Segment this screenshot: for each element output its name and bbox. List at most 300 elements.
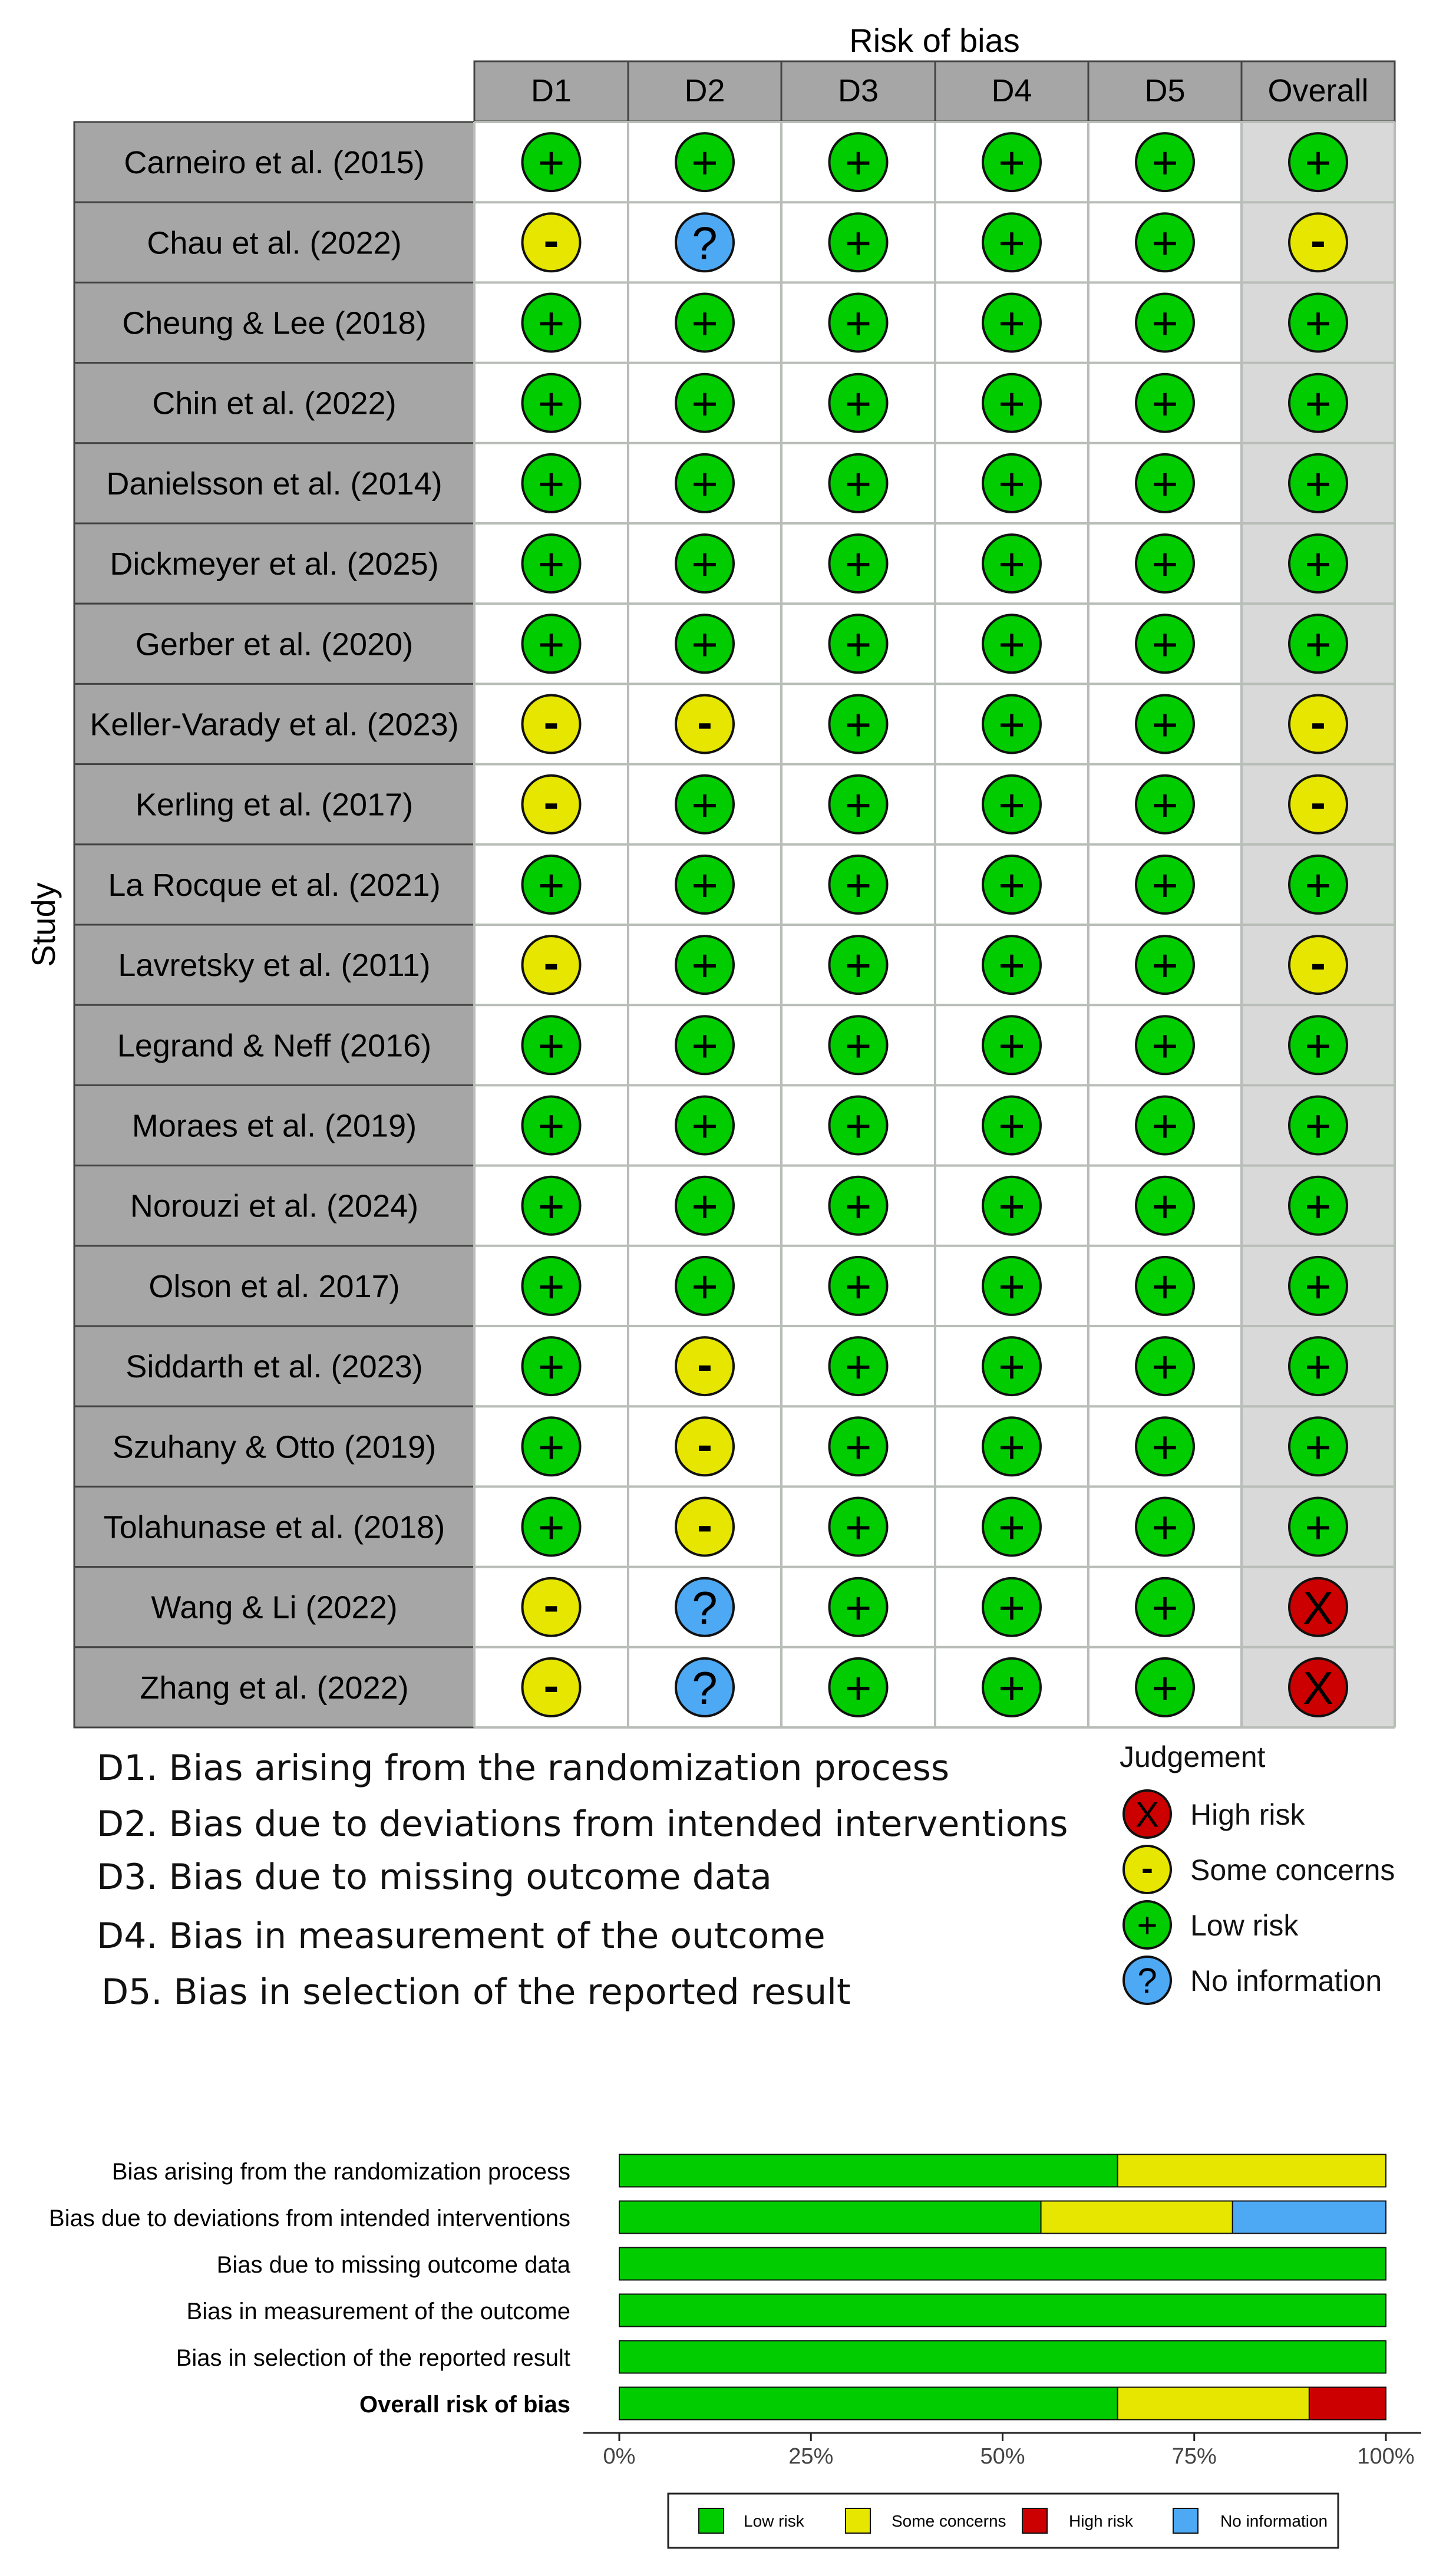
judgement-symbol: +	[1305, 297, 1332, 349]
judgement-mark-low	[1289, 454, 1347, 512]
study-name: Legrand & Neff (2016)	[117, 1028, 432, 1064]
judgement-mark-low	[1136, 936, 1194, 994]
judgement-symbol: -	[543, 695, 559, 748]
judgement-mark-low	[523, 1177, 580, 1235]
judgement-mark-low	[983, 1417, 1041, 1475]
judgement-mark-low	[830, 1016, 887, 1074]
judgement-mark-low	[830, 535, 887, 592]
judgement-mark-low	[676, 776, 734, 833]
judgement-mark-low	[523, 1097, 580, 1155]
judgement-symbol: +	[998, 779, 1025, 831]
judgement-symbol: +	[691, 297, 718, 349]
judgement-mark-some	[676, 1337, 734, 1395]
judgement-symbol: +	[844, 1341, 872, 1393]
judgement-symbol: +	[1305, 1260, 1332, 1313]
judgement-mark-low	[830, 213, 887, 271]
judgement-mark-low	[983, 1257, 1041, 1315]
judgement-symbol: +	[844, 1661, 872, 1714]
judgement-mark-low	[1136, 1016, 1194, 1074]
bar-category-label: Bias due to deviations from intended interventions	[49, 2205, 570, 2231]
judgement-symbol: +	[1151, 1100, 1178, 1152]
judgement-mark-low	[523, 535, 580, 592]
judgement-symbol: -	[543, 1659, 559, 1712]
bar-segment-low	[619, 2155, 1118, 2187]
judgement-mark-low	[523, 1417, 580, 1475]
judgement-symbol: +	[537, 1421, 565, 1473]
judgement-mark-low	[523, 856, 580, 914]
judgement-symbol: +	[998, 1501, 1025, 1554]
judgement-mark-low	[830, 1177, 887, 1235]
judgement-mark-noinfo	[676, 1658, 734, 1716]
judgement-symbol: -	[1310, 695, 1326, 748]
judgement-mark-low	[676, 535, 734, 592]
judgement-symbol: -	[543, 214, 559, 266]
judgement-mark-low	[830, 776, 887, 833]
legend-label: No information	[1190, 1964, 1382, 1997]
judgement-mark-low	[830, 856, 887, 914]
study-name: Szuhany & Otto (2019)	[112, 1429, 437, 1465]
judgement-symbol: +	[998, 1661, 1025, 1714]
bar-segment-low	[619, 2388, 1118, 2420]
judgement-symbol: +	[691, 1180, 718, 1232]
judgement-mark-low	[676, 294, 734, 352]
judgement-symbol: +	[844, 1581, 872, 1634]
judgement-symbol: +	[844, 779, 872, 831]
bar-segment-some	[1118, 2388, 1309, 2420]
judgement-symbol: +	[1151, 618, 1178, 671]
judgement-symbol: -	[697, 1498, 712, 1551]
judgement-symbol: +	[537, 538, 565, 591]
judgement-symbol: +	[998, 457, 1025, 510]
judgement-symbol: +	[1151, 1421, 1178, 1473]
judgement-symbol: +	[998, 217, 1025, 269]
traffic-light-plot	[25, 22, 1395, 1727]
summary-bar-chart	[49, 2155, 1421, 2548]
judgement-symbol: +	[1305, 1341, 1332, 1393]
judgement-symbol: +	[537, 1341, 565, 1393]
bar-legend-label: No information	[1220, 2512, 1328, 2530]
judgement-symbol: +	[691, 939, 718, 992]
judgement-mark-low	[983, 1498, 1041, 1556]
judgement-symbol: +	[691, 779, 718, 831]
judgement-symbol: +	[537, 1020, 565, 1072]
judgement-symbol: +	[998, 1180, 1025, 1232]
study-name: Gerber et al. (2020)	[135, 626, 414, 662]
judgement-symbol: +	[998, 1020, 1025, 1072]
judgement-symbol: +	[1305, 1100, 1332, 1152]
judgement-symbol: +	[998, 377, 1025, 430]
judgement-mark-some	[1289, 936, 1347, 994]
judgement-mark-low	[830, 294, 887, 352]
judgement-mark-low	[1136, 615, 1194, 672]
judgement-symbol: +	[998, 1100, 1025, 1152]
judgement-mark-low	[1136, 856, 1194, 914]
judgement-mark-low	[1136, 1498, 1194, 1556]
study-name: Lavretsky et al. (2011)	[118, 948, 431, 984]
judgement-mark-low	[1289, 1257, 1347, 1315]
judgement-mark-low	[1136, 374, 1194, 432]
judgement-symbol: +	[1151, 217, 1178, 269]
bar-category-label: Bias due to missing outcome data	[216, 2252, 570, 2278]
legend-label: Low risk	[1190, 1909, 1299, 1942]
judgement-symbol: +	[1137, 1905, 1158, 1946]
judgement-symbol: +	[1151, 1180, 1178, 1232]
judgement-mark-low	[1289, 294, 1347, 352]
judgement-symbol: +	[998, 137, 1025, 189]
judgement-mark-low	[983, 1177, 1041, 1235]
judgement-mark-low	[830, 1578, 887, 1636]
table-title: Risk of bias	[849, 22, 1020, 59]
judgement-mark-low	[983, 535, 1041, 592]
judgement-mark-low	[830, 1337, 887, 1395]
judgement-symbol: +	[998, 1341, 1025, 1393]
judgement-mark-low	[1136, 1417, 1194, 1475]
judgement-symbol: ?	[1137, 1961, 1157, 2001]
judgement-mark-low	[676, 1177, 734, 1235]
judgement-mark-low	[523, 294, 580, 352]
bar-segment-low	[619, 2248, 1386, 2280]
bar-segment-low	[619, 2341, 1386, 2373]
judgement-mark-low	[1136, 1097, 1194, 1155]
judgement-mark-low	[676, 936, 734, 994]
judgement-mark-low	[523, 1337, 580, 1395]
x-tick-label: 25%	[788, 2444, 834, 2469]
judgement-symbol: +	[691, 859, 718, 911]
judgement-mark-low	[676, 133, 734, 191]
bar-segment-low	[619, 2201, 1041, 2234]
judgement-symbol: X	[1135, 1795, 1160, 1835]
judgement-symbol: +	[1305, 1501, 1332, 1554]
x-tick-label: 0%	[603, 2444, 636, 2469]
judgement-mark-low	[1136, 454, 1194, 512]
judgement-symbol: +	[844, 1421, 872, 1473]
judgement-mark-low	[983, 374, 1041, 432]
legend-mark-high	[1124, 1790, 1171, 1838]
judgement-mark-some	[1289, 695, 1347, 753]
judgement-symbol: -	[1141, 1848, 1153, 1888]
judgement-mark-low	[983, 1578, 1041, 1636]
judgement-symbol: +	[1151, 457, 1178, 510]
judgement-symbol: +	[537, 1180, 565, 1232]
judgement-mark-low	[1289, 1337, 1347, 1395]
bar-legend-label: Some concerns	[892, 2512, 1006, 2530]
judgement-mark-some	[1289, 776, 1347, 833]
judgement-symbol: +	[998, 1421, 1025, 1473]
judgement-mark-some	[523, 776, 580, 833]
judgement-symbol: ?	[692, 217, 718, 269]
bar-segment-some	[1118, 2155, 1386, 2187]
bar-legend-swatch-low	[699, 2508, 724, 2533]
judgement-mark-low	[983, 133, 1041, 191]
study-name: Olson et al. 2017)	[148, 1268, 400, 1304]
judgement-mark-low	[830, 1417, 887, 1475]
judgement-mark-low	[983, 1658, 1041, 1716]
judgement-mark-low	[676, 454, 734, 512]
judgement-symbol: +	[1305, 1180, 1332, 1232]
domain-header-label: D4	[991, 73, 1032, 108]
judgement-symbol: +	[844, 1501, 872, 1554]
judgement-symbol: +	[844, 538, 872, 591]
judgement-mark-low	[523, 374, 580, 432]
study-name: Dickmeyer et al. (2025)	[110, 546, 439, 582]
judgement-symbol: +	[844, 1260, 872, 1313]
judgement-mark-some	[676, 695, 734, 753]
judgement-mark-some	[676, 1417, 734, 1475]
legend-mark-low	[1124, 1901, 1171, 1948]
judgement-symbol: -	[543, 1579, 559, 1631]
judgement-mark-low	[523, 1016, 580, 1074]
judgement-mark-low	[1136, 1337, 1194, 1395]
judgement-symbol: +	[844, 1100, 872, 1152]
domain-definitions	[97, 1747, 1068, 2013]
judgement-symbol: +	[844, 698, 872, 751]
judgement-mark-low	[1289, 1417, 1347, 1475]
judgement-symbol: ?	[692, 1661, 718, 1714]
judgement-symbol: +	[844, 1020, 872, 1072]
judgement-symbol: +	[537, 1501, 565, 1554]
judgement-mark-low	[1136, 776, 1194, 833]
judgement-symbol: +	[1151, 1661, 1178, 1714]
judgement-symbol: +	[1151, 137, 1178, 189]
judgement-mark-low	[676, 1016, 734, 1074]
judgement-symbol: +	[1151, 1501, 1178, 1554]
study-name: Cheung & Lee (2018)	[122, 305, 427, 341]
study-name: Danielsson et al. (2014)	[106, 466, 443, 502]
judgement-mark-low	[1289, 1016, 1347, 1074]
judgement-mark-low	[983, 856, 1041, 914]
judgement-symbol: +	[998, 1260, 1025, 1313]
judgement-mark-low	[1289, 615, 1347, 672]
bar-segment-noinfo	[1233, 2201, 1386, 2234]
judgement-mark-low	[830, 1257, 887, 1315]
judgement-symbol: +	[1151, 859, 1178, 911]
study-name: Chau et al. (2022)	[147, 225, 402, 261]
judgement-symbol: +	[998, 1581, 1025, 1634]
judgement-mark-low	[676, 856, 734, 914]
judgement-mark-low	[830, 1097, 887, 1155]
judgement-mark-low	[1136, 535, 1194, 592]
judgement-mark-some	[523, 695, 580, 753]
y-axis-label: Study	[25, 882, 62, 967]
judgement-mark-low	[676, 615, 734, 672]
bar-legend-swatch-some	[846, 2508, 870, 2533]
judgement-symbol: +	[1305, 137, 1332, 189]
judgement-symbol: +	[1305, 618, 1332, 671]
judgement-symbol: +	[844, 859, 872, 911]
judgement-symbol: -	[1310, 776, 1326, 829]
bar-legend-swatch-noinfo	[1173, 2508, 1198, 2533]
judgement-mark-low	[676, 1097, 734, 1155]
domain-definition: D5. Bias in selection of the reported result	[101, 1971, 851, 2013]
judgement-symbol: +	[844, 939, 872, 992]
judgement-symbol: +	[691, 1100, 718, 1152]
judgement-mark-low	[1136, 133, 1194, 191]
judgement-symbol: +	[998, 698, 1025, 751]
judgement-mark-some	[523, 213, 580, 271]
judgement-mark-low	[830, 133, 887, 191]
judgement-symbol: +	[691, 618, 718, 671]
judgement-mark-low	[983, 1016, 1041, 1074]
judgement-mark-low	[1289, 856, 1347, 914]
judgement-symbol: +	[1151, 538, 1178, 591]
judgement-symbol: +	[691, 377, 718, 430]
study-name: Zhang et al. (2022)	[140, 1670, 409, 1706]
study-name: Chin et al. (2022)	[152, 385, 397, 421]
judgement-symbol: -	[543, 776, 559, 829]
judgement-mark-low	[830, 615, 887, 672]
judgement-symbol: +	[1151, 698, 1178, 751]
domain-header-label: D3	[837, 73, 879, 108]
bar-legend-label: High risk	[1069, 2512, 1133, 2530]
judgement-symbol: +	[1151, 779, 1178, 831]
judgement-mark-low	[830, 936, 887, 994]
judgement-symbol: +	[537, 457, 565, 510]
legend-title: Judgement	[1120, 1740, 1266, 1773]
judgement-symbol: +	[1305, 1020, 1332, 1072]
study-name: Siddarth et al. (2023)	[126, 1349, 423, 1385]
judgement-symbol: +	[691, 538, 718, 591]
judgement-mark-low	[523, 133, 580, 191]
judgement-symbol: +	[537, 859, 565, 911]
judgement-symbol: +	[537, 1260, 565, 1313]
judgement-symbol: +	[1151, 1341, 1178, 1393]
judgement-mark-low	[1136, 294, 1194, 352]
judgement-symbol: -	[697, 1418, 712, 1470]
judgement-mark-low	[983, 695, 1041, 753]
judgement-mark-low	[830, 1498, 887, 1556]
judgement-mark-low	[983, 454, 1041, 512]
judgement-symbol: +	[1305, 859, 1332, 911]
judgement-symbol: +	[537, 137, 565, 189]
x-tick-label: 75%	[1171, 2444, 1217, 2469]
legend-mark-noinfo	[1124, 1957, 1171, 2004]
judgement-symbol: +	[691, 1260, 718, 1313]
judgement-symbol: +	[1151, 1581, 1178, 1634]
judgement-mark-low	[523, 615, 580, 672]
judgement-symbol: +	[844, 297, 872, 349]
judgement-mark-high	[1289, 1578, 1347, 1636]
domain-definition: D4. Bias in measurement of the outcome	[97, 1915, 826, 1957]
judgement-mark-low	[983, 936, 1041, 994]
judgement-mark-some	[676, 1498, 734, 1556]
x-tick-label: 50%	[980, 2444, 1025, 2469]
judgement-mark-low	[983, 1097, 1041, 1155]
judgement-symbol: +	[1151, 1260, 1178, 1313]
domain-header-label: D5	[1144, 73, 1186, 108]
study-name: Carneiro et al. (2015)	[124, 145, 425, 181]
judgement-mark-low	[983, 1337, 1041, 1395]
judgement-symbol: +	[844, 217, 872, 269]
judgement-mark-low	[523, 454, 580, 512]
judgement-mark-noinfo	[676, 1578, 734, 1636]
domain-definition: D3. Bias due to missing outcome data	[97, 1857, 772, 1898]
judgement-symbol: +	[691, 457, 718, 510]
judgement-symbol: +	[1151, 377, 1178, 430]
judgement-symbol: +	[1305, 538, 1332, 591]
judgement-symbol: +	[1305, 1421, 1332, 1473]
bar-legend-label: Low risk	[744, 2512, 804, 2530]
judgement-symbol: X	[1302, 1661, 1334, 1714]
study-name: Tolahunase et al. (2018)	[103, 1509, 445, 1545]
bar-category-label: Bias in measurement of the outcome	[186, 2299, 570, 2324]
judgement-symbol: -	[543, 937, 559, 989]
judgement-mark-some	[523, 1578, 580, 1636]
judgement-symbol: +	[1151, 939, 1178, 992]
judgement-symbol: +	[998, 939, 1025, 992]
judgement-symbol: +	[1305, 457, 1332, 510]
judgement-mark-some	[523, 936, 580, 994]
study-name: Norouzi et al. (2024)	[130, 1188, 419, 1224]
judgement-symbol: +	[1151, 297, 1178, 349]
judgement-symbol: +	[998, 618, 1025, 671]
study-name: Wang & Li (2022)	[151, 1590, 398, 1625]
judgement-mark-low	[1136, 213, 1194, 271]
bar-category-label: Bias arising from the randomization process	[111, 2159, 570, 2185]
judgement-symbol: +	[1305, 377, 1332, 430]
judgement-symbol: +	[844, 377, 872, 430]
domain-definition: D1. Bias arising from the randomization process	[97, 1747, 950, 1789]
bar-segment-low	[619, 2294, 1386, 2327]
judgement-mark-some	[523, 1658, 580, 1716]
judgement-mark-low	[983, 776, 1041, 833]
judgement-mark-low	[830, 374, 887, 432]
judgement-legend	[1120, 1740, 1395, 2004]
judgement-symbol: -	[1310, 937, 1326, 989]
study-name: Kerling et al. (2017)	[135, 787, 414, 823]
judgement-mark-low	[1289, 374, 1347, 432]
domain-definition: D2. Bias due to deviations from intended interventions	[97, 1803, 1068, 1845]
judgement-symbol: +	[998, 538, 1025, 591]
judgement-mark-low	[983, 213, 1041, 271]
bar-legend-swatch-high	[1022, 2508, 1047, 2533]
judgement-symbol: +	[844, 137, 872, 189]
judgement-symbol: -	[697, 1338, 712, 1390]
judgement-symbol: +	[691, 137, 718, 189]
bar-category-label: Overall risk of bias	[359, 2392, 570, 2418]
legend-label: Some concerns	[1190, 1854, 1395, 1887]
judgement-symbol: +	[537, 377, 565, 430]
judgement-mark-low	[1136, 1257, 1194, 1315]
study-name: La Rocque et al. (2021)	[108, 867, 441, 903]
domain-header-label: Overall	[1267, 73, 1369, 108]
legend-mark-some	[1124, 1846, 1171, 1893]
domain-header-label: D1	[530, 73, 572, 108]
judgement-symbol: +	[844, 457, 872, 510]
judgement-symbol: +	[844, 1180, 872, 1232]
bar-segment-high	[1309, 2388, 1386, 2420]
judgement-symbol: -	[1310, 214, 1326, 266]
judgement-mark-low	[1136, 1578, 1194, 1636]
judgement-mark-some	[1289, 213, 1347, 271]
judgement-mark-low	[1136, 1177, 1194, 1235]
legend-label: High risk	[1190, 1798, 1305, 1831]
judgement-mark-low	[830, 454, 887, 512]
judgement-mark-low	[523, 1257, 580, 1315]
judgement-symbol: +	[537, 297, 565, 349]
judgement-mark-low	[983, 615, 1041, 672]
study-name: Keller-Varady et al. (2023)	[90, 707, 459, 743]
judgement-mark-low	[1289, 535, 1347, 592]
judgement-symbol: X	[1302, 1581, 1334, 1634]
judgement-mark-low	[1136, 695, 1194, 753]
judgement-symbol: +	[691, 1020, 718, 1072]
judgement-mark-high	[1289, 1658, 1347, 1716]
judgement-mark-low	[1289, 1498, 1347, 1556]
judgement-mark-low	[676, 1257, 734, 1315]
judgement-mark-low	[1289, 1177, 1347, 1235]
bar-category-label: Bias in selection of the reported result	[176, 2345, 570, 2371]
judgement-symbol: +	[537, 1100, 565, 1152]
